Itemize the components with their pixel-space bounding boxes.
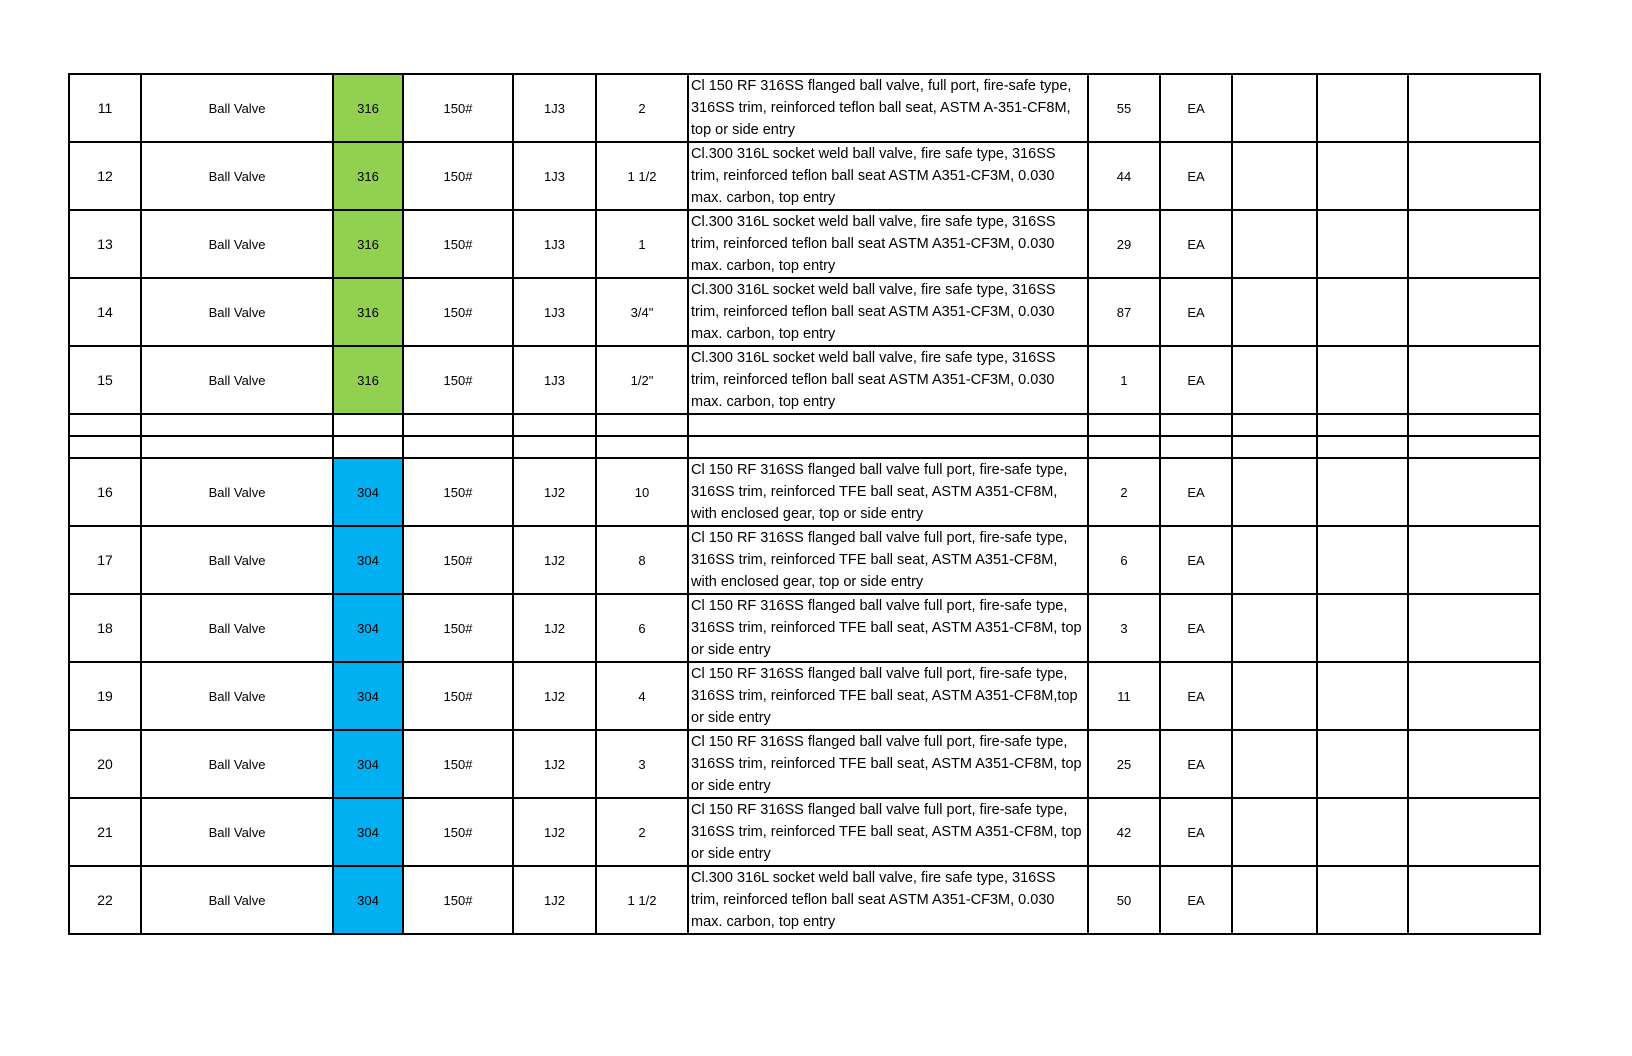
empty-cell bbox=[1232, 278, 1317, 346]
table-row bbox=[69, 866, 1540, 934]
piping-spec-cell: 1J2 bbox=[513, 526, 596, 594]
pressure-rating-cell: 150# bbox=[403, 458, 513, 526]
item-number-cell: 15 bbox=[69, 346, 141, 414]
material-grade-cell: 316 bbox=[333, 278, 403, 346]
material-grade-cell: 304 bbox=[333, 526, 403, 594]
description-cell: Cl 150 RF 316SS flanged ball valve full port, fire-safe type, 316SS trim, reinforced TFE ball seat, ASTM A351-CF8M, top or side entry bbox=[688, 798, 1088, 866]
table-row bbox=[69, 594, 1540, 662]
piping-spec-cell: 1J3 bbox=[513, 74, 596, 142]
item-name-cell: Ball Valve bbox=[141, 594, 333, 662]
description-cell: Cl 150 RF 316SS flanged ball valve full port, fire-safe type, 316SS trim, reinforced TFE ball seat, ASTM A351-CF8M, with enclosed gear, top or side entry bbox=[688, 458, 1088, 526]
piping-spec-cell: 1J2 bbox=[513, 458, 596, 526]
empty-cell bbox=[1232, 730, 1317, 798]
size-cell: 1/2" bbox=[596, 346, 688, 414]
item-name-cell: Ball Valve bbox=[141, 662, 333, 730]
empty-cell bbox=[596, 436, 688, 458]
item-number-cell: 21 bbox=[69, 798, 141, 866]
pressure-rating-cell: 150# bbox=[403, 74, 513, 142]
empty-cell bbox=[1317, 730, 1408, 798]
empty-cell bbox=[1408, 278, 1540, 346]
pressure-rating-cell: 150# bbox=[403, 730, 513, 798]
item-name-cell: Ball Valve bbox=[141, 866, 333, 934]
piping-spec-cell: 1J2 bbox=[513, 866, 596, 934]
empty-cell bbox=[1160, 414, 1232, 436]
size-cell: 3/4" bbox=[596, 278, 688, 346]
unit-cell: EA bbox=[1160, 730, 1232, 798]
quantity-cell: 44 bbox=[1088, 142, 1160, 210]
table-row bbox=[69, 730, 1540, 798]
quantity-cell: 55 bbox=[1088, 74, 1160, 142]
empty-cell bbox=[1408, 458, 1540, 526]
unit-cell: EA bbox=[1160, 594, 1232, 662]
unit-cell: EA bbox=[1160, 74, 1232, 142]
empty-cell bbox=[1408, 594, 1540, 662]
item-name-cell: Ball Valve bbox=[141, 526, 333, 594]
quantity-cell: 1 bbox=[1088, 346, 1160, 414]
empty-cell bbox=[1408, 210, 1540, 278]
empty-cell bbox=[1408, 142, 1540, 210]
empty-cell bbox=[513, 436, 596, 458]
material-grade-cell: 304 bbox=[333, 730, 403, 798]
empty-cell bbox=[1408, 662, 1540, 730]
empty-cell bbox=[1317, 346, 1408, 414]
empty-cell bbox=[1408, 730, 1540, 798]
empty-cell bbox=[69, 414, 141, 436]
empty-cell bbox=[69, 436, 141, 458]
description-cell: Cl 150 RF 316SS flanged ball valve full port, fire-safe type, 316SS trim, reinforced TFE ball seat, ASTM A351-CF8M, top or side entry bbox=[688, 594, 1088, 662]
description-cell: Cl.300 316L socket weld ball valve, fire safe type, 316SS trim, reinforced teflon ball seat ASTM A351-CF3M, 0.030 max. carbon, top entry bbox=[688, 278, 1088, 346]
empty-cell bbox=[1317, 866, 1408, 934]
item-number-cell: 22 bbox=[69, 866, 141, 934]
quantity-cell: 50 bbox=[1088, 866, 1160, 934]
spacer-row bbox=[69, 414, 1540, 436]
piping-spec-cell: 1J2 bbox=[513, 798, 596, 866]
empty-cell bbox=[1232, 210, 1317, 278]
unit-cell: EA bbox=[1160, 798, 1232, 866]
empty-cell bbox=[1317, 436, 1408, 458]
empty-cell bbox=[1317, 798, 1408, 866]
empty-cell bbox=[403, 436, 513, 458]
table-row bbox=[69, 278, 1540, 346]
size-cell: 6 bbox=[596, 594, 688, 662]
piping-spec-cell: 1J2 bbox=[513, 730, 596, 798]
empty-cell bbox=[1232, 594, 1317, 662]
description-cell: Cl.300 316L socket weld ball valve, fire safe type, 316SS trim, reinforced teflon ball seat ASTM A351-CF3M, 0.030 max. carbon, top entry bbox=[688, 866, 1088, 934]
quantity-cell: 25 bbox=[1088, 730, 1160, 798]
pressure-rating-cell: 150# bbox=[403, 866, 513, 934]
description-cell: Cl.300 316L socket weld ball valve, fire safe type, 316SS trim, reinforced teflon ball seat ASTM A351-CF3M, 0.030 max. carbon, top entry bbox=[688, 142, 1088, 210]
unit-cell: EA bbox=[1160, 458, 1232, 526]
empty-cell bbox=[333, 436, 403, 458]
empty-cell bbox=[1408, 798, 1540, 866]
empty-cell bbox=[1232, 458, 1317, 526]
material-grade-cell: 316 bbox=[333, 346, 403, 414]
material-grade-cell: 304 bbox=[333, 594, 403, 662]
item-name-cell: Ball Valve bbox=[141, 798, 333, 866]
material-grade-cell: 304 bbox=[333, 458, 403, 526]
unit-cell: EA bbox=[1160, 346, 1232, 414]
empty-cell bbox=[513, 414, 596, 436]
quantity-cell: 2 bbox=[1088, 458, 1160, 526]
valve-schedule-table bbox=[68, 73, 1541, 935]
unit-cell: EA bbox=[1160, 866, 1232, 934]
empty-cell bbox=[1317, 594, 1408, 662]
item-name-cell: Ball Valve bbox=[141, 142, 333, 210]
empty-cell bbox=[1232, 74, 1317, 142]
empty-cell bbox=[1232, 798, 1317, 866]
item-number-cell: 13 bbox=[69, 210, 141, 278]
description-cell: Cl.300 316L socket weld ball valve, fire safe type, 316SS trim, reinforced teflon ball seat ASTM A351-CF3M, 0.030 max. carbon, top entry bbox=[688, 346, 1088, 414]
spacer-row bbox=[69, 436, 1540, 458]
pressure-rating-cell: 150# bbox=[403, 662, 513, 730]
empty-cell bbox=[1232, 866, 1317, 934]
pressure-rating-cell: 150# bbox=[403, 594, 513, 662]
empty-cell bbox=[1408, 74, 1540, 142]
empty-cell bbox=[1408, 346, 1540, 414]
pressure-rating-cell: 150# bbox=[403, 210, 513, 278]
empty-cell bbox=[333, 414, 403, 436]
unit-cell: EA bbox=[1160, 142, 1232, 210]
empty-cell bbox=[1088, 414, 1160, 436]
item-number-cell: 20 bbox=[69, 730, 141, 798]
pressure-rating-cell: 150# bbox=[403, 346, 513, 414]
empty-cell bbox=[403, 414, 513, 436]
empty-cell bbox=[1408, 436, 1540, 458]
item-name-cell: Ball Valve bbox=[141, 210, 333, 278]
empty-cell bbox=[1317, 458, 1408, 526]
item-number-cell: 16 bbox=[69, 458, 141, 526]
empty-cell bbox=[141, 414, 333, 436]
empty-cell bbox=[688, 436, 1088, 458]
empty-cell bbox=[1088, 436, 1160, 458]
size-cell: 3 bbox=[596, 730, 688, 798]
pressure-rating-cell: 150# bbox=[403, 526, 513, 594]
table-row bbox=[69, 346, 1540, 414]
item-name-cell: Ball Valve bbox=[141, 74, 333, 142]
empty-cell bbox=[1317, 526, 1408, 594]
size-cell: 10 bbox=[596, 458, 688, 526]
quantity-cell: 11 bbox=[1088, 662, 1160, 730]
size-cell: 8 bbox=[596, 526, 688, 594]
material-grade-cell: 304 bbox=[333, 662, 403, 730]
empty-cell bbox=[596, 414, 688, 436]
description-cell: Cl 150 RF 316SS flanged ball valve full port, fire-safe type, 316SS trim, reinforced TFE ball seat, ASTM A351-CF8M,top or side entry bbox=[688, 662, 1088, 730]
empty-cell bbox=[688, 414, 1088, 436]
piping-spec-cell: 1J3 bbox=[513, 346, 596, 414]
piping-spec-cell: 1J2 bbox=[513, 594, 596, 662]
empty-cell bbox=[1408, 526, 1540, 594]
empty-cell bbox=[1232, 526, 1317, 594]
table-row bbox=[69, 210, 1540, 278]
quantity-cell: 29 bbox=[1088, 210, 1160, 278]
empty-cell bbox=[1232, 142, 1317, 210]
empty-cell bbox=[1317, 74, 1408, 142]
quantity-cell: 42 bbox=[1088, 798, 1160, 866]
empty-cell bbox=[1317, 414, 1408, 436]
description-cell: Cl 150 RF 316SS flanged ball valve full port, fire-safe type, 316SS trim, reinforced TFE ball seat, ASTM A351-CF8M, top or side entry bbox=[688, 730, 1088, 798]
unit-cell: EA bbox=[1160, 210, 1232, 278]
size-cell: 2 bbox=[596, 74, 688, 142]
size-cell: 4 bbox=[596, 662, 688, 730]
quantity-cell: 3 bbox=[1088, 594, 1160, 662]
item-number-cell: 18 bbox=[69, 594, 141, 662]
item-name-cell: Ball Valve bbox=[141, 458, 333, 526]
item-number-cell: 17 bbox=[69, 526, 141, 594]
quantity-cell: 87 bbox=[1088, 278, 1160, 346]
pressure-rating-cell: 150# bbox=[403, 278, 513, 346]
empty-cell bbox=[1317, 142, 1408, 210]
size-cell: 2 bbox=[596, 798, 688, 866]
material-grade-cell: 304 bbox=[333, 866, 403, 934]
empty-cell bbox=[1408, 414, 1540, 436]
table-row bbox=[69, 662, 1540, 730]
empty-cell bbox=[1232, 346, 1317, 414]
pressure-rating-cell: 150# bbox=[403, 142, 513, 210]
size-cell: 1 1/2 bbox=[596, 866, 688, 934]
material-grade-cell: 316 bbox=[333, 74, 403, 142]
quantity-cell: 6 bbox=[1088, 526, 1160, 594]
empty-cell bbox=[1232, 414, 1317, 436]
pressure-rating-cell: 150# bbox=[403, 798, 513, 866]
empty-cell bbox=[141, 436, 333, 458]
material-grade-cell: 304 bbox=[333, 798, 403, 866]
item-name-cell: Ball Valve bbox=[141, 346, 333, 414]
item-name-cell: Ball Valve bbox=[141, 278, 333, 346]
size-cell: 1 bbox=[596, 210, 688, 278]
empty-cell bbox=[1232, 662, 1317, 730]
description-cell: Cl 150 RF 316SS flanged ball valve, full port, fire-safe type, 316SS trim, reinforced teflon ball seat, ASTM A-351-CF8M, top or side entry bbox=[688, 74, 1088, 142]
table-row bbox=[69, 74, 1540, 142]
empty-cell bbox=[1317, 210, 1408, 278]
empty-cell bbox=[1408, 866, 1540, 934]
unit-cell: EA bbox=[1160, 526, 1232, 594]
material-grade-cell: 316 bbox=[333, 142, 403, 210]
table-row bbox=[69, 798, 1540, 866]
piping-spec-cell: 1J3 bbox=[513, 210, 596, 278]
item-number-cell: 12 bbox=[69, 142, 141, 210]
item-number-cell: 19 bbox=[69, 662, 141, 730]
size-cell: 1 1/2 bbox=[596, 142, 688, 210]
piping-spec-cell: 1J2 bbox=[513, 662, 596, 730]
material-grade-cell: 316 bbox=[333, 210, 403, 278]
item-name-cell: Ball Valve bbox=[141, 730, 333, 798]
description-cell: Cl.300 316L socket weld ball valve, fire safe type, 316SS trim, reinforced teflon ball seat ASTM A351-CF3M, 0.030 max. carbon, top entry bbox=[688, 210, 1088, 278]
item-number-cell: 11 bbox=[69, 74, 141, 142]
empty-cell bbox=[1317, 278, 1408, 346]
unit-cell: EA bbox=[1160, 278, 1232, 346]
table-row bbox=[69, 458, 1540, 526]
unit-cell: EA bbox=[1160, 662, 1232, 730]
item-number-cell: 14 bbox=[69, 278, 141, 346]
table-row bbox=[69, 142, 1540, 210]
empty-cell bbox=[1160, 436, 1232, 458]
piping-spec-cell: 1J3 bbox=[513, 278, 596, 346]
table-row bbox=[69, 526, 1540, 594]
description-cell: Cl 150 RF 316SS flanged ball valve full port, fire-safe type, 316SS trim, reinforced TFE ball seat, ASTM A351-CF8M, with enclosed gear, top or side entry bbox=[688, 526, 1088, 594]
piping-spec-cell: 1J3 bbox=[513, 142, 596, 210]
empty-cell bbox=[1232, 436, 1317, 458]
empty-cell bbox=[1317, 662, 1408, 730]
